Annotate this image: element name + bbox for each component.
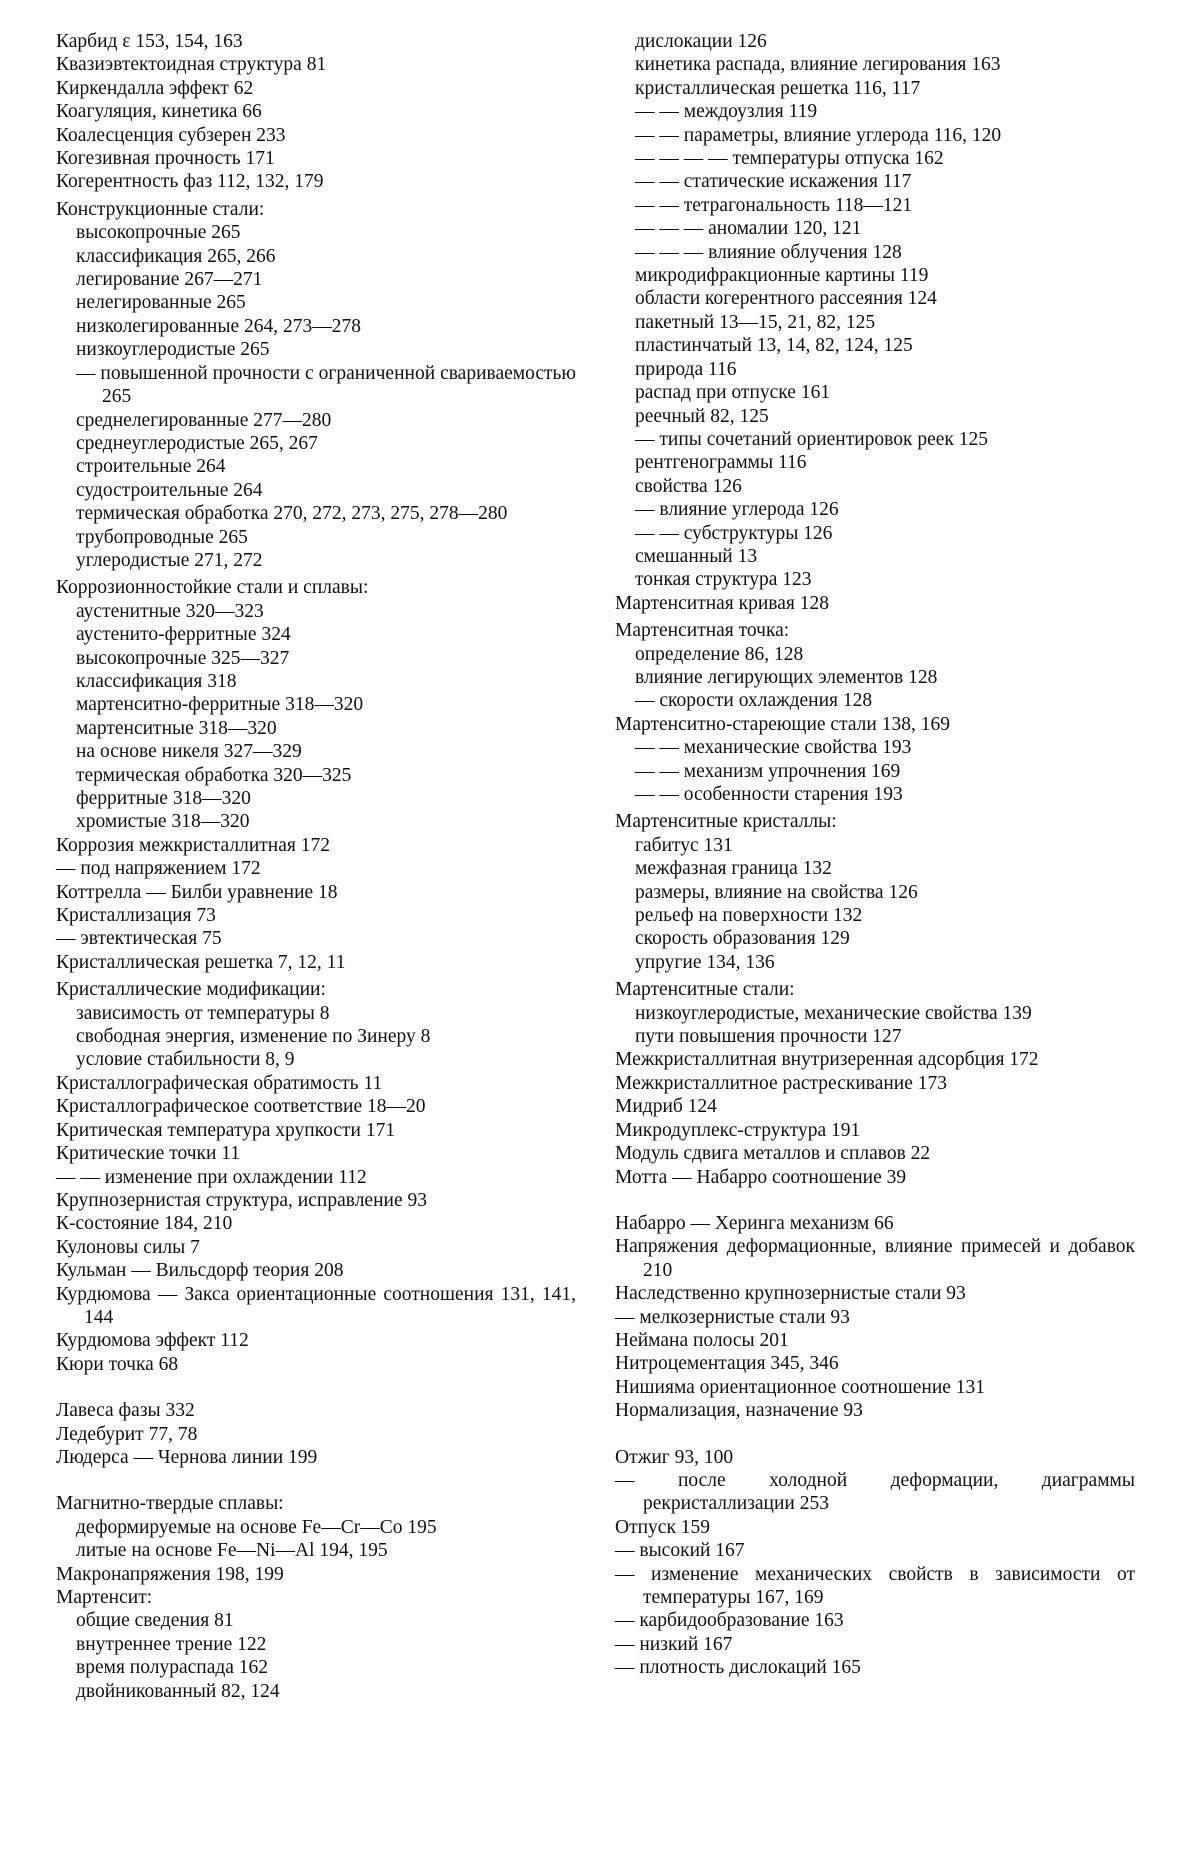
index-subentry: среднеуглеродистые 265, 267	[76, 432, 318, 454]
index-entry: Лавеса фазы 332	[56, 1400, 195, 1422]
index-entry: Мартенситно-стареющие стали 138, 169	[615, 713, 950, 735]
section-gap	[56, 1376, 576, 1399]
index-subentry: — — субструктуры 126	[635, 522, 833, 544]
index-subentry: аустенито-ферритные 324	[76, 624, 291, 646]
index-subentry: — — особенности старения 193	[635, 784, 903, 805]
index-subentry: — — междоузлия 119	[635, 101, 818, 123]
index-entry: Коагуляция, кинетика 66	[56, 101, 262, 123]
index-entry: — карбидообразование 163	[615, 1610, 844, 1632]
index-subentry: низкоуглеродистые, механические свойства 139	[635, 1002, 1032, 1024]
index-entry: Ледебурит 77, 78	[56, 1423, 198, 1445]
index-entry: Коалесценция субзерен 233	[56, 124, 286, 146]
index-entry: Наследственно крупнозернистые стали 93	[615, 1283, 966, 1305]
index-subentry: упругие 134, 136	[635, 951, 775, 973]
index-entry: Нормализация, назначение 93	[615, 1400, 863, 1422]
index-entry: Кристаллические модификации:	[56, 979, 326, 1001]
index-subentry: — повышенной прочности с ограниченной свариваемостью 265	[76, 362, 576, 408]
index-entry: Мартенситная точка:	[615, 620, 790, 642]
index-entry: — изменение механических свойств в зависимости от температуры 167, 169	[615, 1563, 1135, 1608]
index-subentry: внутреннее трение 122	[76, 1633, 267, 1655]
index-entry: Кристаллографическая обратимость 11	[56, 1072, 383, 1094]
index-subentry: на основе никеля 327—329	[76, 741, 302, 763]
index-subentry: — — — влияние облучения 128	[635, 241, 902, 263]
index-entry: Карбид ε 153, 154, 163	[56, 31, 243, 52]
index-subentry: тонкая структура 123	[635, 569, 812, 591]
index-subentry: хромистые 318—320	[76, 811, 250, 833]
index-subentry: скорость образования 129	[635, 928, 850, 950]
index-entry: — мелкозернистые стали 93	[615, 1306, 850, 1328]
index-entry: Кристаллографическое соответствие 18—20	[56, 1096, 426, 1118]
index-subentry: высокопрочные 325—327	[76, 647, 290, 669]
index-subentry: — типы сочетаний ориентировок реек 125	[635, 428, 989, 450]
index-entry: Неймана полосы 201	[615, 1329, 789, 1351]
index-entry: Межкристаллитная внутризеренная адсорбция 172	[615, 1049, 1039, 1071]
index-subentry: — скорости охлаждения 128	[635, 690, 873, 712]
index-entry: Магнитно-твердые сплавы:	[56, 1493, 284, 1515]
index-subentry: мартенситные 318—320	[76, 717, 277, 739]
index-subentry: — — тетрагональность 118—121	[635, 194, 913, 216]
index-entry: Кюри точка 68	[56, 1353, 179, 1375]
index-entry: Критическая температура хрупкости 171	[56, 1119, 396, 1141]
index-subentry: судостроительные 264	[76, 479, 263, 501]
index-subentry: размеры, влияние на свойства 126	[635, 881, 918, 903]
index-subentry: — — — аномалии 120, 121	[635, 218, 862, 240]
index-entry: Конструкционные стали:	[56, 198, 265, 220]
index-entry: Коррозионностойкие стали и сплавы:	[56, 577, 369, 599]
index-subentry: межфазная граница 132	[635, 858, 832, 880]
index-entry: Кульман — Вильсдорф теория 208	[56, 1260, 344, 1282]
index-subentry: строительные 264	[76, 456, 226, 478]
index-subentry: литые на основе Fe—Ni—Al 194, 195	[76, 1540, 388, 1562]
index-entry: Квазиэвтектоидная структура 81	[56, 54, 327, 76]
index-subentry: высокопрочные 265	[76, 222, 241, 244]
index-entry: — плотность дислокаций 165	[615, 1657, 861, 1679]
index-entry: Мартенситная кривая 128	[615, 592, 830, 614]
index-entry: Критические точки 11	[56, 1143, 241, 1165]
index-subentry: свободная энергия, изменение по Зинеру 8	[76, 1026, 431, 1048]
index-entry: Мартенситные кристаллы:	[615, 811, 837, 833]
index-entry: Курдюмова эффект 112	[56, 1330, 249, 1352]
index-subentry: классификация 265, 266	[76, 245, 276, 267]
index-subentry: среднелегированные 277—280	[76, 409, 332, 431]
index-subentry: термическая обработка 320—325	[76, 764, 352, 786]
index-entry: Мотта — Набарро соотношение 39	[615, 1166, 907, 1188]
index-column-left	[56, 30, 576, 1703]
index-subentry: нелегированные 265	[76, 292, 246, 314]
index-subentry: кристаллическая решетка 116, 117	[635, 77, 921, 99]
index-subentry: низколегированные 264, 273—278	[76, 315, 361, 337]
section-gap	[615, 1423, 1135, 1446]
index-subentry: мартенситно-ферритные 318—320	[76, 694, 364, 716]
index-subentry: пластинчатый 13, 14, 82, 124, 125	[635, 335, 913, 357]
index-column-right	[615, 30, 1135, 1680]
index-entry: Нишияма ориентационное соотношение 131	[615, 1376, 986, 1398]
index-entry: Коррозия межкристаллитная 172	[56, 834, 330, 856]
index-subentry: общие сведения 81	[76, 1610, 234, 1632]
index-entry: Микродуплекс-структура 191	[615, 1119, 861, 1141]
index-entry: Курдюмова — Закса ориентационные соотношения 131, 141, 144	[56, 1283, 576, 1328]
index-subentry: пути повышения прочности 127	[635, 1026, 902, 1048]
index-subentry: — влияние углерода 126	[635, 499, 839, 521]
index-subentry: условие стабильности 8, 9	[76, 1049, 295, 1071]
index-subentry: время полураспада 162	[76, 1657, 269, 1679]
index-subentry: углеродистые 271, 272	[76, 549, 263, 571]
section-gap	[56, 1469, 576, 1492]
index-subentry: — — — — температуры отпуска 162	[635, 148, 944, 170]
index-subentry: деформируемые на основе Fe—Cr—Co 195	[76, 1516, 437, 1538]
index-subentry: — — статические искажения 117	[635, 171, 912, 193]
index-subentry: кинетика распада, влияние легирования 163	[635, 54, 1001, 76]
index-entry: Мартенситные стали:	[615, 979, 795, 1001]
index-entry: — высокий 167	[615, 1540, 745, 1562]
index-entry: — после холодной деформации, диаграммы рекристаллизации 253	[615, 1469, 1135, 1515]
index-subentry: — — параметры, влияние углерода 116, 120	[635, 124, 1002, 146]
index-subentry: рентгенограммы 116	[635, 452, 807, 474]
index-subentry: — — механизм упрочнения 169	[635, 760, 901, 782]
index-subentry: реечный 82, 125	[635, 405, 769, 427]
index-entry: Кулоновы силы 7	[56, 1236, 200, 1258]
index-entry: — под напряжением 172	[56, 858, 261, 880]
index-entry: Коттрелла — Билби уравнение 18	[56, 881, 338, 903]
index-subentry: дислокации 126	[635, 31, 767, 52]
index-subentry: распад при отпуске 161	[635, 382, 831, 404]
index-subentry: рельеф на поверхности 132	[635, 905, 863, 927]
index-subentry: низкоуглеродистые 265	[76, 339, 270, 361]
index-entry: Отпуск 159	[615, 1516, 711, 1538]
index-subentry: классификация 318	[76, 670, 237, 692]
index-entry: Нитроцементация 345, 346	[615, 1353, 839, 1375]
index-subentry: микродифракционные картины 119	[635, 265, 929, 287]
index-entry: Кристаллическая решетка 7, 12, 11	[56, 951, 346, 973]
index-entry: Макронапряжения 198, 199	[56, 1563, 284, 1585]
index-subentry: природа 116	[635, 358, 737, 380]
index-subentry: двойникованный 82, 124	[76, 1680, 280, 1702]
index-subentry: влияние легирующих элементов 128	[635, 666, 938, 688]
index-entry: Когерентность фаз 112, 132, 179	[56, 171, 324, 193]
index-entry: — низкий 167	[615, 1633, 733, 1655]
index-subentry: области когерентного рассеяния 124	[635, 288, 937, 310]
index-entry: Отжиг 93, 100	[615, 1446, 734, 1468]
index-entry: Киркендалла эффект 62	[56, 77, 254, 99]
index-subentry: зависимость от температуры 8	[76, 1002, 330, 1024]
index-entry: Модуль сдвига металлов и сплавов 22	[615, 1143, 931, 1165]
index-subentry: — — механические свойства 193	[635, 737, 912, 759]
index-subentry: аустенитные 320—323	[76, 600, 264, 622]
index-subentry: трубопроводные 265	[76, 526, 248, 548]
index-entry: Мартенсит:	[56, 1587, 153, 1608]
index-entry: Людерса — Чернова линии 199	[56, 1446, 318, 1468]
index-entry: Набарро — Херинга механизм 66	[615, 1212, 894, 1234]
index-entry: К-состояние 184, 210	[56, 1213, 233, 1235]
index-subentry: легирование 267—271	[76, 269, 263, 291]
index-entry: Когезивная прочность 171	[56, 148, 275, 170]
index-subentry: габитус 131	[635, 834, 733, 856]
index-subentry: термическая обработка 270, 272, 273, 275, 278—280	[76, 503, 508, 525]
index-entry: Крупнозернистая структура, исправление 93	[56, 1189, 427, 1211]
index-entry: Напряжения деформационные, влияние примесей и добавок 210	[615, 1236, 1135, 1281]
index-subentry: ферритные 318—320	[76, 788, 251, 809]
index-entry: Кристаллизация 73	[56, 905, 216, 927]
index-entry: — эвтектическая 75	[56, 928, 222, 950]
index-subentry: смешанный 13	[635, 545, 758, 567]
section-gap	[615, 1189, 1135, 1212]
index-subentry: пакетный 13—15, 21, 82, 125	[635, 311, 876, 333]
index-subentry: определение 86, 128	[635, 643, 804, 665]
index-entry: — — изменение при охлаждении 112	[56, 1166, 367, 1188]
index-entry: Межкристаллитное растрескивание 173	[615, 1072, 948, 1094]
index-entry: Мидриб 124	[615, 1096, 717, 1118]
index-subentry: свойства 126	[635, 475, 742, 497]
